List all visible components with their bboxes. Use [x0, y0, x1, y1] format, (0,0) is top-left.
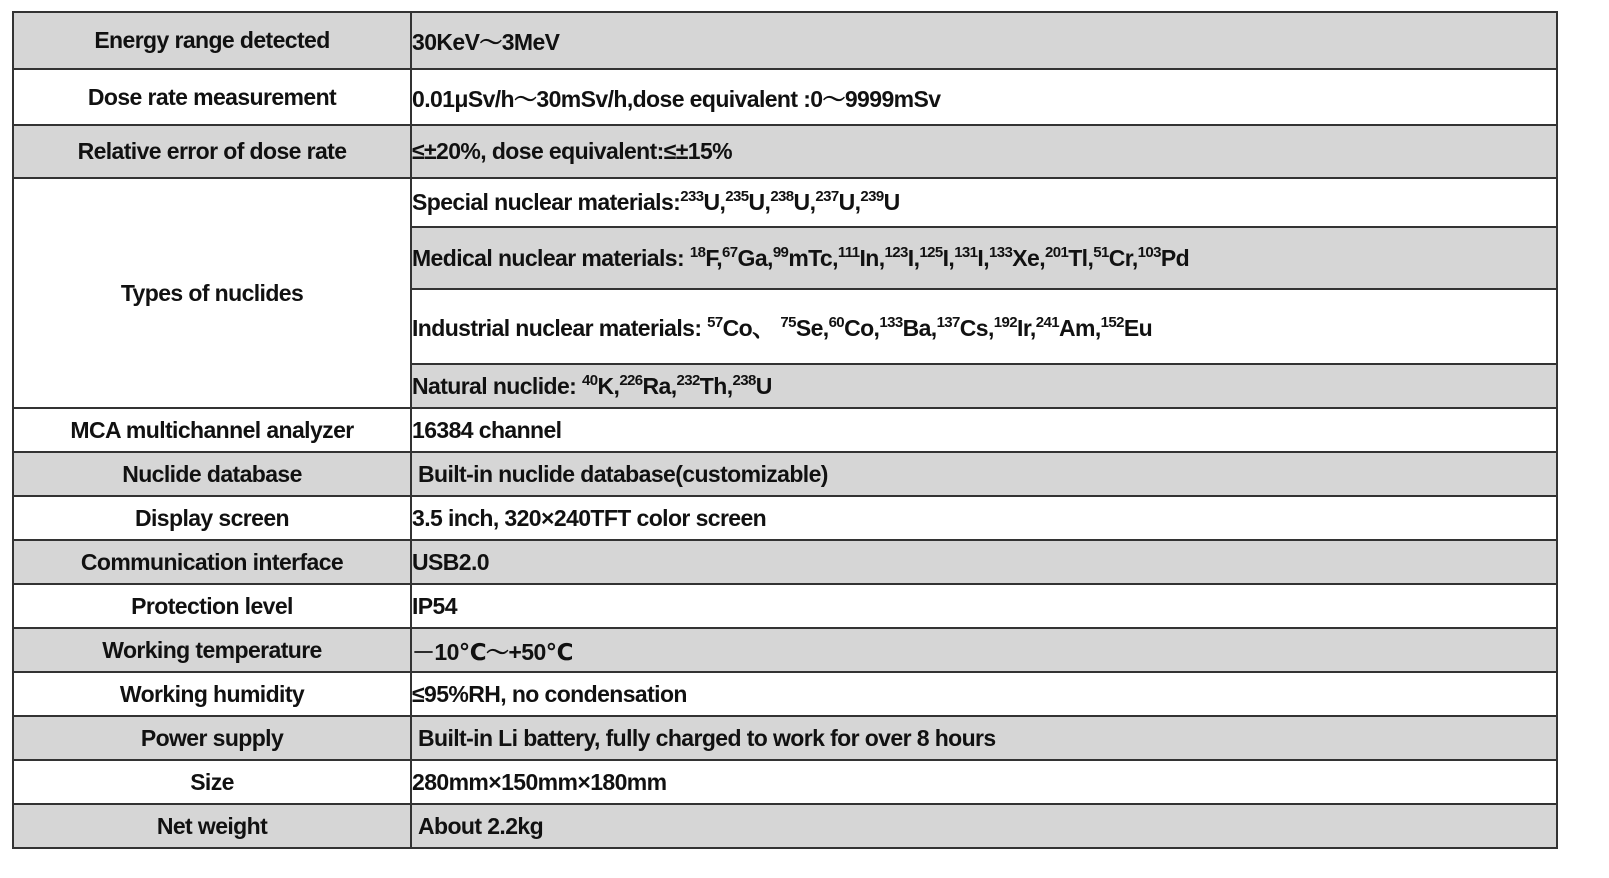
nuclide-symbol	[989, 245, 1039, 271]
nuclide-symbol	[680, 189, 719, 215]
nuclide-mass-number: 40	[582, 371, 598, 389]
spec-value: USB2.0	[411, 540, 1557, 584]
nuclide-element: Ba	[902, 315, 931, 341]
spec-row	[13, 496, 1557, 540]
nuclide-symbol	[829, 315, 874, 341]
nuclide-mass-number: 131	[954, 243, 978, 261]
nuclide-symbol	[732, 373, 771, 399]
nuclide-element: Eu	[1123, 315, 1153, 341]
nuclide-symbol	[1036, 315, 1095, 341]
spec-value-text: Built-in nuclide database(customizable)	[418, 460, 828, 487]
nuclide-symbol	[994, 315, 1030, 341]
nuclide-element: Ra	[642, 372, 671, 399]
nuclide-symbol	[885, 245, 914, 271]
nuclide-symbol	[677, 373, 727, 399]
spec-row	[13, 452, 1557, 496]
nuclide-mass-number: 133	[989, 243, 1013, 261]
spec-label: Communication interface	[13, 540, 411, 584]
spec-label: Net weight	[13, 804, 411, 848]
nuclide-element: Co、	[722, 315, 781, 341]
spec-row	[13, 584, 1557, 628]
nuclide-group-prefix: Industrial nuclear materials:	[412, 315, 708, 341]
nuclide-symbol	[838, 245, 879, 271]
nuclide-group: Natural nuclide: $^{40}$K,$^{226}$Ra,$^{232}$Th,$^{238}$U	[411, 364, 1557, 408]
spec-label: Nuclide database	[13, 452, 411, 496]
spec-value	[411, 452, 1557, 496]
nuclide-symbol	[619, 373, 670, 399]
nuclide-symbol	[879, 315, 930, 341]
spec-label: Working temperature	[13, 628, 411, 672]
spec-label: Power supply	[13, 716, 411, 760]
nuclide-symbol	[954, 245, 983, 271]
nuclide-element: I	[942, 244, 949, 271]
nuclide-symbol	[770, 189, 809, 215]
spec-value: 3.5 inch, 320×240TFT color screen	[411, 496, 1557, 540]
nuclide-symbol	[725, 189, 764, 215]
spec-value: 30KeV～3MeV	[411, 12, 1557, 69]
nuclide-mass-number: 239	[860, 188, 884, 205]
spec-label: Protection level	[13, 584, 411, 628]
nuclide-mass-number: 241	[1035, 314, 1059, 331]
nuclide-element: In	[859, 244, 879, 271]
nuclide-mass-number: 123	[884, 243, 908, 261]
nuclide-element: Se	[795, 315, 823, 341]
nuclide-element: Xe	[1012, 244, 1040, 271]
nuclide-symbol	[937, 315, 988, 341]
spec-value: 0.01μSv/h～30mSv/h,dose equivalent :0～9999mSv	[411, 69, 1557, 125]
nuclide-group-prefix: Natural nuclide:	[412, 372, 582, 399]
nuclide-group: Industrial nuclear materials: $^{57}$Co、 $^{75}$Se,$^{60}$Co,$^{133}$Ba,$^{137}$Cs,$^{192}$Ir,$^{241}$Am,$^{152}$Eu	[411, 289, 1557, 364]
nuclide-element: I	[907, 244, 914, 271]
nuclide-symbol	[722, 245, 767, 271]
nuclide-mass-number: 57	[707, 314, 723, 331]
nuclide-mass-number: 192	[993, 314, 1018, 331]
nuclide-symbol	[690, 245, 716, 271]
spec-value-text: Built-in Li battery, fully charged to work for over 8 hours	[418, 724, 996, 751]
nuclide-mass-number: 60	[828, 314, 845, 331]
spec-label-nuclides: Types of nuclides	[13, 178, 411, 408]
nuclide-mass-number: 232	[676, 371, 700, 389]
spec-label: Dose rate measurement	[13, 69, 411, 125]
spec-value: －10℃～+50℃	[411, 628, 1557, 672]
nuclide-mass-number: 233	[680, 188, 704, 205]
spec-label: MCA multichannel analyzer	[13, 408, 411, 452]
spec-value: 280mm×150mm×180mm	[411, 760, 1557, 804]
nuclide-element: Cs	[959, 315, 988, 341]
spec-value	[411, 804, 1557, 848]
nuclide-mass-number: 235	[725, 188, 749, 205]
nuclide-mass-number: 75	[780, 314, 796, 331]
nuclide-mass-number: 137	[936, 314, 960, 331]
nuclide-element: U	[793, 189, 810, 215]
nuclide-mass-number: 67	[722, 243, 738, 261]
nuclide-row-special	[13, 178, 1557, 227]
nuclide-symbol	[919, 245, 948, 271]
spec-value	[411, 716, 1557, 760]
spec-value: ≤±20%, dose equivalent:≤±15%	[411, 125, 1557, 178]
nuclide-mass-number: 201	[1044, 243, 1069, 261]
nuclide-mass-number: 226	[619, 371, 643, 389]
nuclide-symbol	[780, 315, 822, 341]
nuclide-symbol	[860, 189, 899, 215]
nuclide-element: U	[703, 189, 720, 215]
nuclide-element: Co	[844, 315, 874, 341]
nuclide-mass-number: 51	[1093, 243, 1109, 261]
nuclide-element: U	[883, 189, 900, 215]
nuclide-element: Cr	[1108, 244, 1132, 271]
nuclide-element: Am	[1058, 315, 1095, 341]
spec-label: Energy range detected	[13, 12, 411, 69]
nuclide-symbol	[1138, 245, 1189, 271]
nuclide-symbol	[1045, 245, 1087, 271]
spec-row	[13, 760, 1557, 804]
nuclide-element: Th	[699, 372, 727, 399]
nuclide-element: I	[977, 244, 984, 271]
spec-row	[13, 716, 1557, 760]
nuclide-element: K	[597, 372, 614, 399]
nuclide-group: Medical nuclear materials: $^{18}$F,$^{67}$Ga,$^{99}$mTc,$^{111}$In,$^{123}$I,$^{125}$I,$^{131}$I,$^{133}$Xe,$^{201}$Tl,$^{51}$Cr,$^{103}$Pd	[411, 227, 1557, 289]
nuclide-element: Tl	[1068, 244, 1088, 271]
spec-value: ≤95%RH, no condensation	[411, 672, 1557, 716]
nuclide-mass-number: 125	[919, 243, 943, 261]
specifications-table	[12, 11, 1558, 849]
spec-value-text: About 2.2kg	[418, 812, 544, 839]
spec-row	[13, 408, 1557, 452]
nuclide-symbol	[773, 245, 832, 271]
nuclide-mass-number: 99	[772, 243, 789, 261]
nuclide-element: Ga	[737, 244, 768, 271]
nuclide-mass-number: 18	[689, 243, 706, 261]
spec-row	[13, 804, 1557, 848]
spec-row	[13, 12, 1557, 69]
spec-value: 16384 channel	[411, 408, 1557, 452]
nuclide-symbol	[582, 373, 614, 399]
spec-label: Display screen	[13, 496, 411, 540]
nuclide-element: F	[705, 244, 717, 271]
nuclide-element: U	[748, 189, 765, 215]
spec-value: IP54	[411, 584, 1557, 628]
spec-row	[13, 628, 1557, 672]
nuclide-mass-number: 238	[770, 188, 794, 205]
nuclide-symbol	[1101, 315, 1152, 341]
nuclide-element: U	[838, 189, 855, 215]
spec-row	[13, 125, 1557, 178]
nuclide-group-prefix: Medical nuclear materials:	[412, 244, 690, 271]
spec-label: Relative error of dose rate	[13, 125, 411, 178]
nuclide-symbol	[815, 189, 854, 215]
nuclide-symbol	[1093, 245, 1132, 271]
nuclide-symbol	[707, 315, 780, 341]
nuclide-mass-number: 111	[837, 243, 860, 261]
spec-row	[13, 540, 1557, 584]
nuclide-group-prefix: Special nuclear materials:	[412, 189, 681, 215]
nuclide-element: Ir	[1017, 315, 1030, 341]
spec-row	[13, 69, 1557, 125]
nuclide-mass-number: 133	[879, 314, 903, 331]
nuclide-element: mTc	[788, 244, 833, 271]
nuclide-mass-number: 238	[732, 371, 756, 389]
nuclide-mass-number: 152	[1100, 314, 1124, 331]
nuclide-element: U	[755, 372, 772, 399]
spec-label: Size	[13, 760, 411, 804]
nuclide-mass-number: 237	[815, 188, 839, 205]
spec-label: Working humidity	[13, 672, 411, 716]
spec-row	[13, 672, 1557, 716]
nuclide-element: Pd	[1160, 244, 1190, 271]
nuclide-mass-number: 103	[1137, 243, 1161, 261]
nuclide-group: Special nuclear materials:$^{233}$U,$^{235}$U,$^{238}$U,$^{237}$U,$^{239}$U	[411, 178, 1557, 227]
